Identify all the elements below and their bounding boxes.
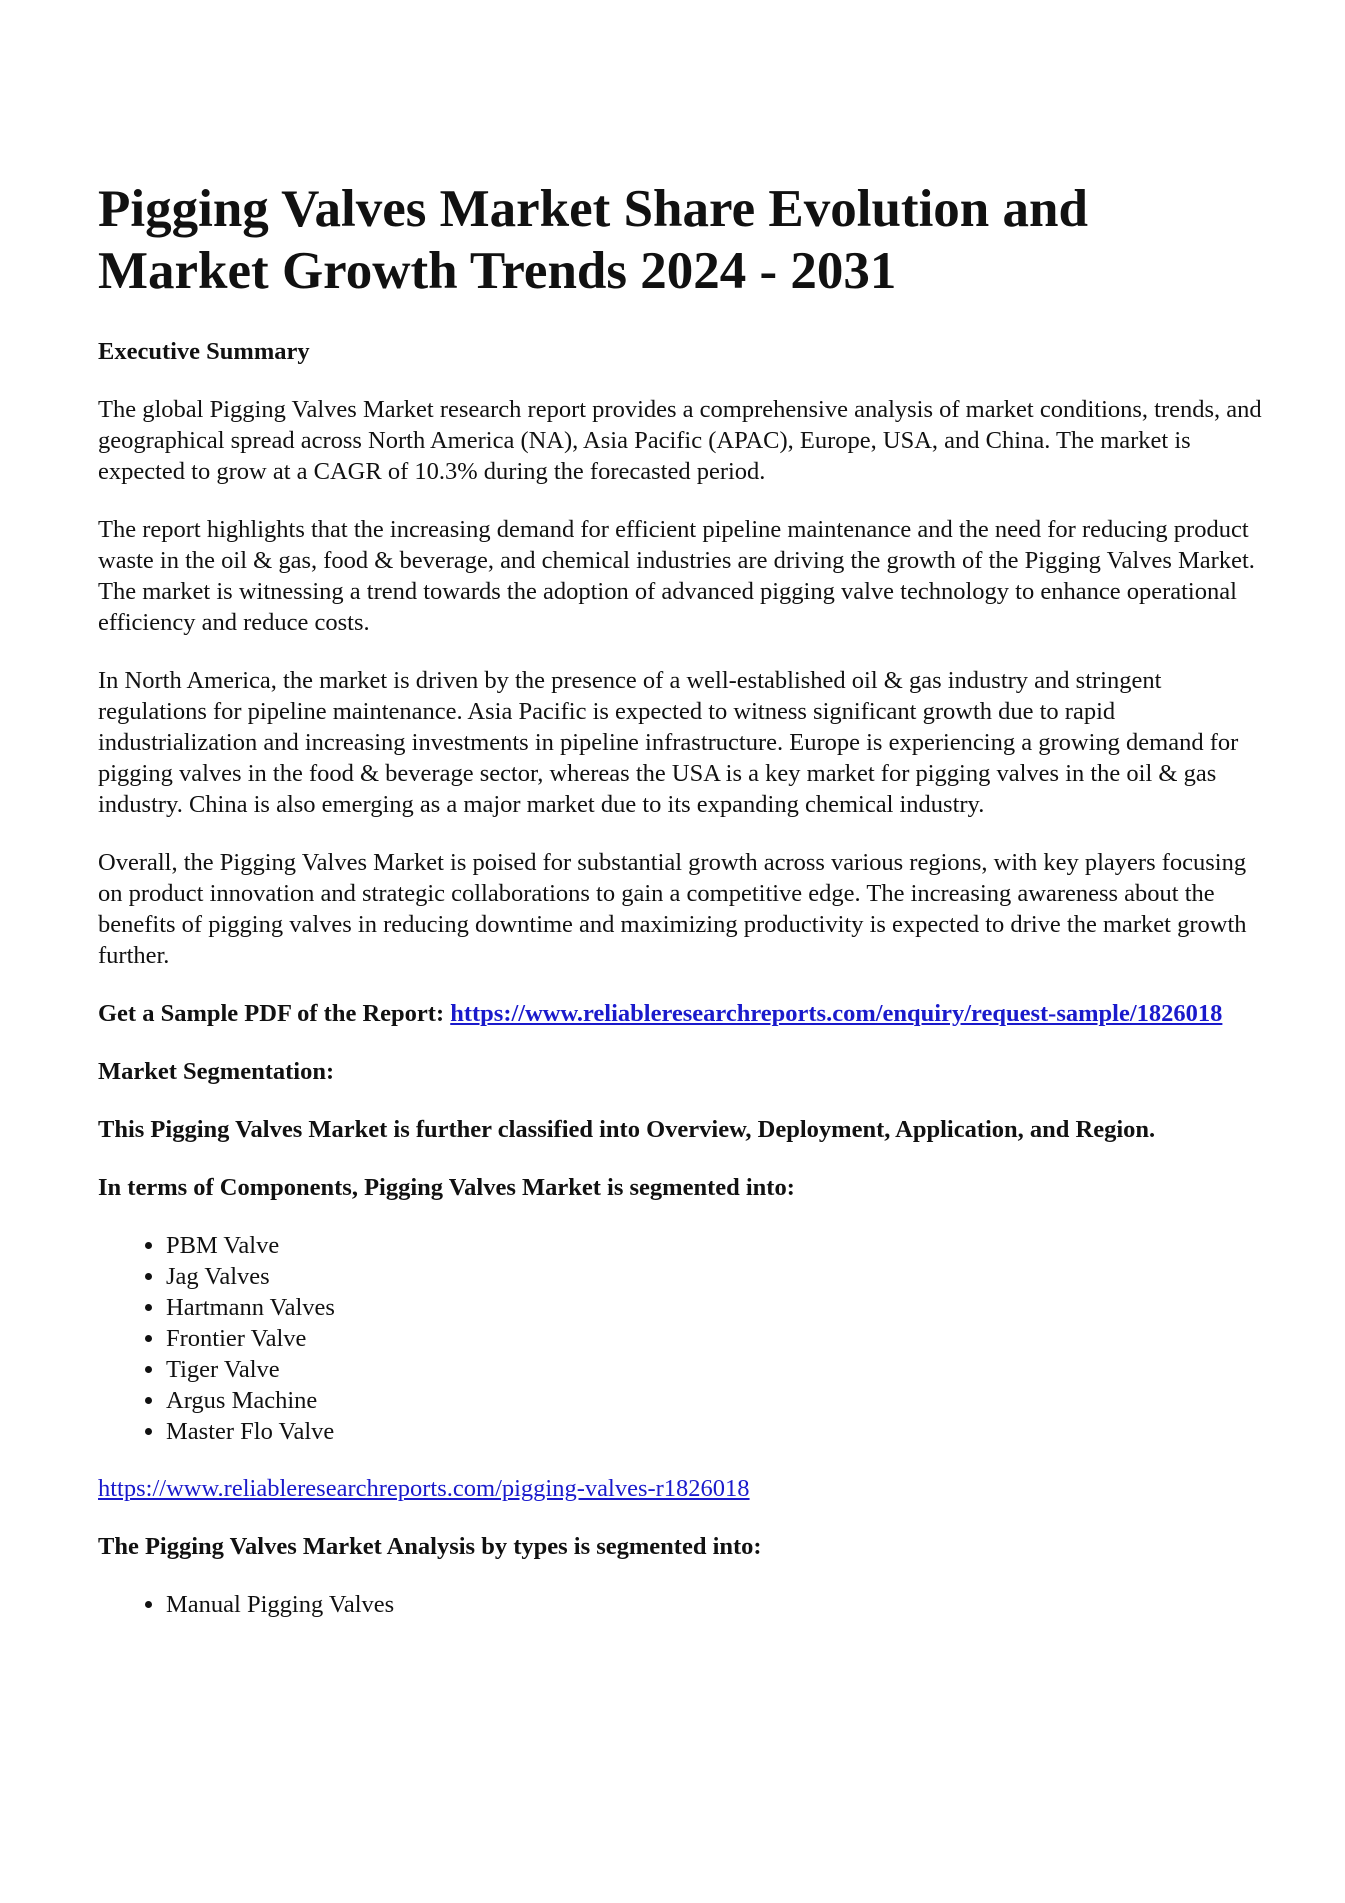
document-title: Pigging Valves Market Share Evolution and Market Growth Trends 2024 - 2031 xyxy=(98,180,1088,300)
executive-summary-heading: Executive Summary xyxy=(98,338,310,365)
list-item: • Tiger Valve xyxy=(166,1354,1268,1385)
summary-paragraph-4: Overall, the Pigging Valves Market is poised for substantial growth across various regions, with key players focusing on product innovation and strategic collaborations to gain a competitive edge. The increasing awareness about the benefits of pigging valves in reducing downtime and maximizing productivity is expected to drive the market growth further. xyxy=(98,849,1247,969)
types-heading: The Pigging Valves Market Analysis by types is segmented into: xyxy=(98,1533,762,1560)
list-item: • Manual Pigging Valves xyxy=(166,1589,1268,1620)
components-heading: In terms of Components, Pigging Valves Market is segmented into: xyxy=(98,1174,795,1201)
report-link-line xyxy=(98,1473,1268,1504)
summary-paragraph-3: In North America, the market is driven by the presence of a well-established oil & gas industry and stringent regulations for pipeline maintenance. Asia Pacific is expected to witness significant growth due to rapid industrialization and increasing investments in pipeline infrastructure. Europe is experiencing a growing demand for pigging valves in the food & beverage sector, whereas the USA is a key market for pigging valves in the oil & gas industry. China is also emerging as a major market due to its expanding chemical industry. xyxy=(98,667,1239,818)
sample-pdf-label: Get a Sample PDF of the Report: xyxy=(98,1000,451,1027)
summary-paragraph-2: The report highlights that the increasing demand for efficient pipeline maintenance and the need for reducing product waste in the oil & gas, food & beverage, and chemical industries are driving the growth of the Pigging Valves Market. The market is witnessing a trend towards the adoption of advanced pigging valve technology to enhance operational efficiency and reduce costs. xyxy=(98,516,1255,636)
list-item: • Hartmann Valves xyxy=(166,1292,1268,1323)
sample-pdf-link[interactable]: https://www.reliableresearchreports.com/enquiry/request-sample/1826018 xyxy=(450,1000,1223,1027)
types-list xyxy=(98,1589,1268,1620)
summary-paragraph-1: The global Pigging Valves Market research report provides a comprehensive analysis of market conditions, trends, and geographical spread across North America (NA), Asia Pacific (APAC), Europe, USA, and China. The market is expected to grow at a CAGR of 10.3% during the forecasted period. xyxy=(98,396,1262,485)
report-link[interactable]: https://www.reliableresearchreports.com/pigging-valves-r1826018 xyxy=(98,1475,750,1502)
market-segmentation-heading: Market Segmentation: xyxy=(98,1058,335,1085)
components-list xyxy=(98,1230,1268,1447)
classification-text: This Pigging Valves Market is further classified into Overview, Deployment, Application, and Region. xyxy=(98,1116,1156,1143)
list-item: • Argus Machine xyxy=(166,1385,1268,1416)
document-page xyxy=(98,178,1268,1646)
list-item: • Jag Valves xyxy=(166,1261,1268,1292)
list-item: • PBM Valve xyxy=(166,1230,1268,1261)
sample-pdf-line xyxy=(98,998,1268,1029)
list-item: • Master Flo Valve xyxy=(166,1416,1268,1447)
list-item: • Frontier Valve xyxy=(166,1323,1268,1354)
